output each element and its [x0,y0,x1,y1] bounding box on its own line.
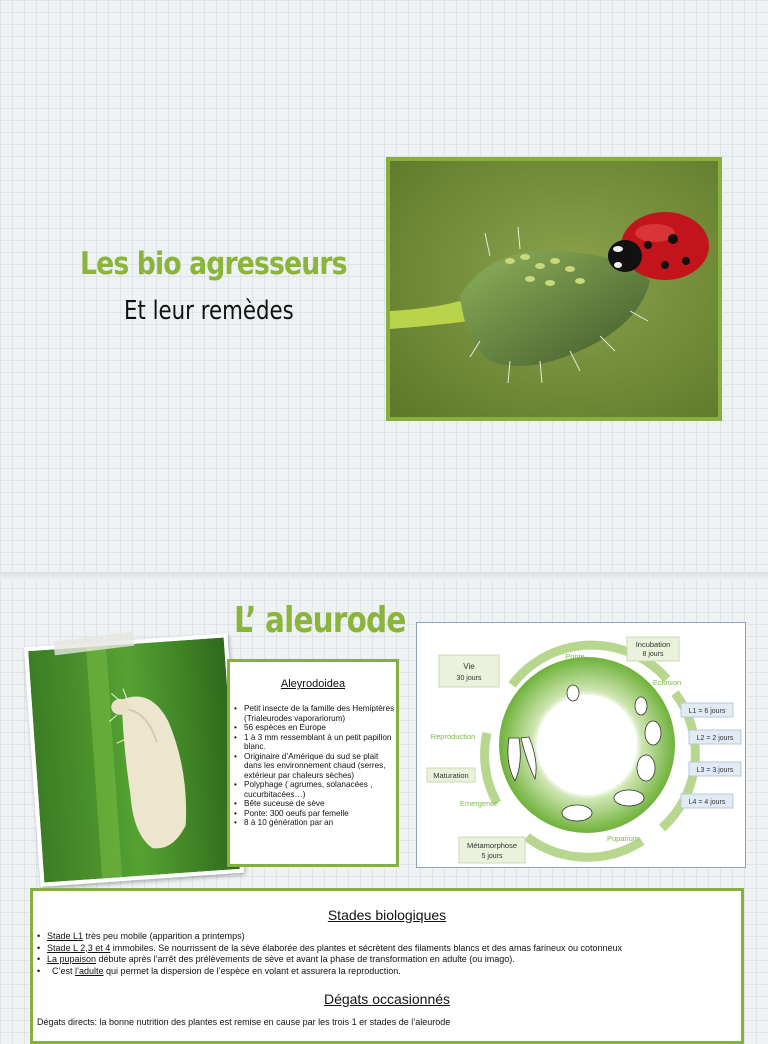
aleyrodoidea-infobox [227,659,399,867]
label-puparium: Puparium [606,834,640,843]
list-item: • Ponte: 300 oeufs par femelle [244,809,396,819]
puparium-icon [562,805,592,821]
label-l4: L4 = 4 jours [688,799,726,806]
label-metamorphose-days: 5 jours [481,853,503,860]
infobox-list [230,704,396,828]
list-item: • C’est l’adulte qui permet la dispersion de l’espèce en volant et assurera la reproduction. [47,966,741,978]
list-item: • Polyphage ( agrumes, solanacées , cucurbitacées…) [244,780,396,799]
list-item: • Stade L1 très peu mobile (apparition a printemps) [47,931,741,943]
label-l3: L3 = 3 jours [696,767,734,774]
infobox-heading: Aleyrodoidea [280,678,346,690]
label-maturation: Maturation [433,771,469,780]
aleurode-title: L’ aleurode [234,600,406,641]
label-eclosion: Eclosion [652,678,682,687]
larva-icon [635,697,647,715]
label-l1: L1 = 6 jours [688,708,726,715]
list-item: • La pupaison débute après l’arrêt des prélèvements de sève et avant la phase de transformation en adulte (ou imago). [47,954,741,966]
label-vie: Vie [463,662,475,671]
puparium-icon [614,790,644,806]
list-item: • Bête suceuse de sève [244,799,396,809]
label-ponte: Ponte [565,652,585,661]
slide-subtitle: Et leur remèdes [124,296,294,326]
stades-box [30,888,744,1044]
label-reproduction: Reproduction [430,732,476,741]
label-incubation-days: 8 jours [642,651,664,658]
list-item: • 8 à 10 génération par an [244,818,396,828]
degats-text: Dégats directs: la bonne nutrition des plantes est remise en cause par les trois 1 er stades de l’aleurode [37,1017,451,1027]
list-item: • Originaire d’Amérique du sud se plait dans les environnement chaud (serres, extérieur par chaleurs sèches) [244,752,396,781]
list-item: • 1 à 3 mm ressemblant à un petit papillon blanc. [244,733,396,752]
egg-icon [567,685,579,701]
label-vie-days: 30 jours [456,675,482,682]
larva-icon [645,721,661,745]
label-metamorphose: Métamorphose [466,841,518,850]
ladybug-photo [386,157,722,421]
list-item: • 56 espèces en Europe [244,723,396,733]
slide-title: Les bio agresseurs [80,246,347,282]
label-emergence: Emergence [459,799,499,808]
degats-heading: Dégats occasionnés [323,991,451,1007]
label-incubation: Incubation [635,640,671,649]
stades-heading: Stades biologiques [327,907,447,923]
slide-divider [0,572,768,580]
stades-list [33,931,741,977]
life-cycle-diagram [416,622,746,868]
list-item: • Petit insecte de la famille des Hemiptères (Trialeurodes vaporariorum) [244,704,396,723]
cycle-arrow [485,733,497,803]
list-item: • Stade L 2,3 et 4 immobiles. Se nourrissent de la sève élaborée des plantes et sécrètent des filaments blancs et des amas farineux ou cotonneux [47,943,741,955]
whitefly-photo [24,633,244,887]
label-l2: L2 = 2 jours [696,735,734,742]
larva-icon [637,755,655,781]
